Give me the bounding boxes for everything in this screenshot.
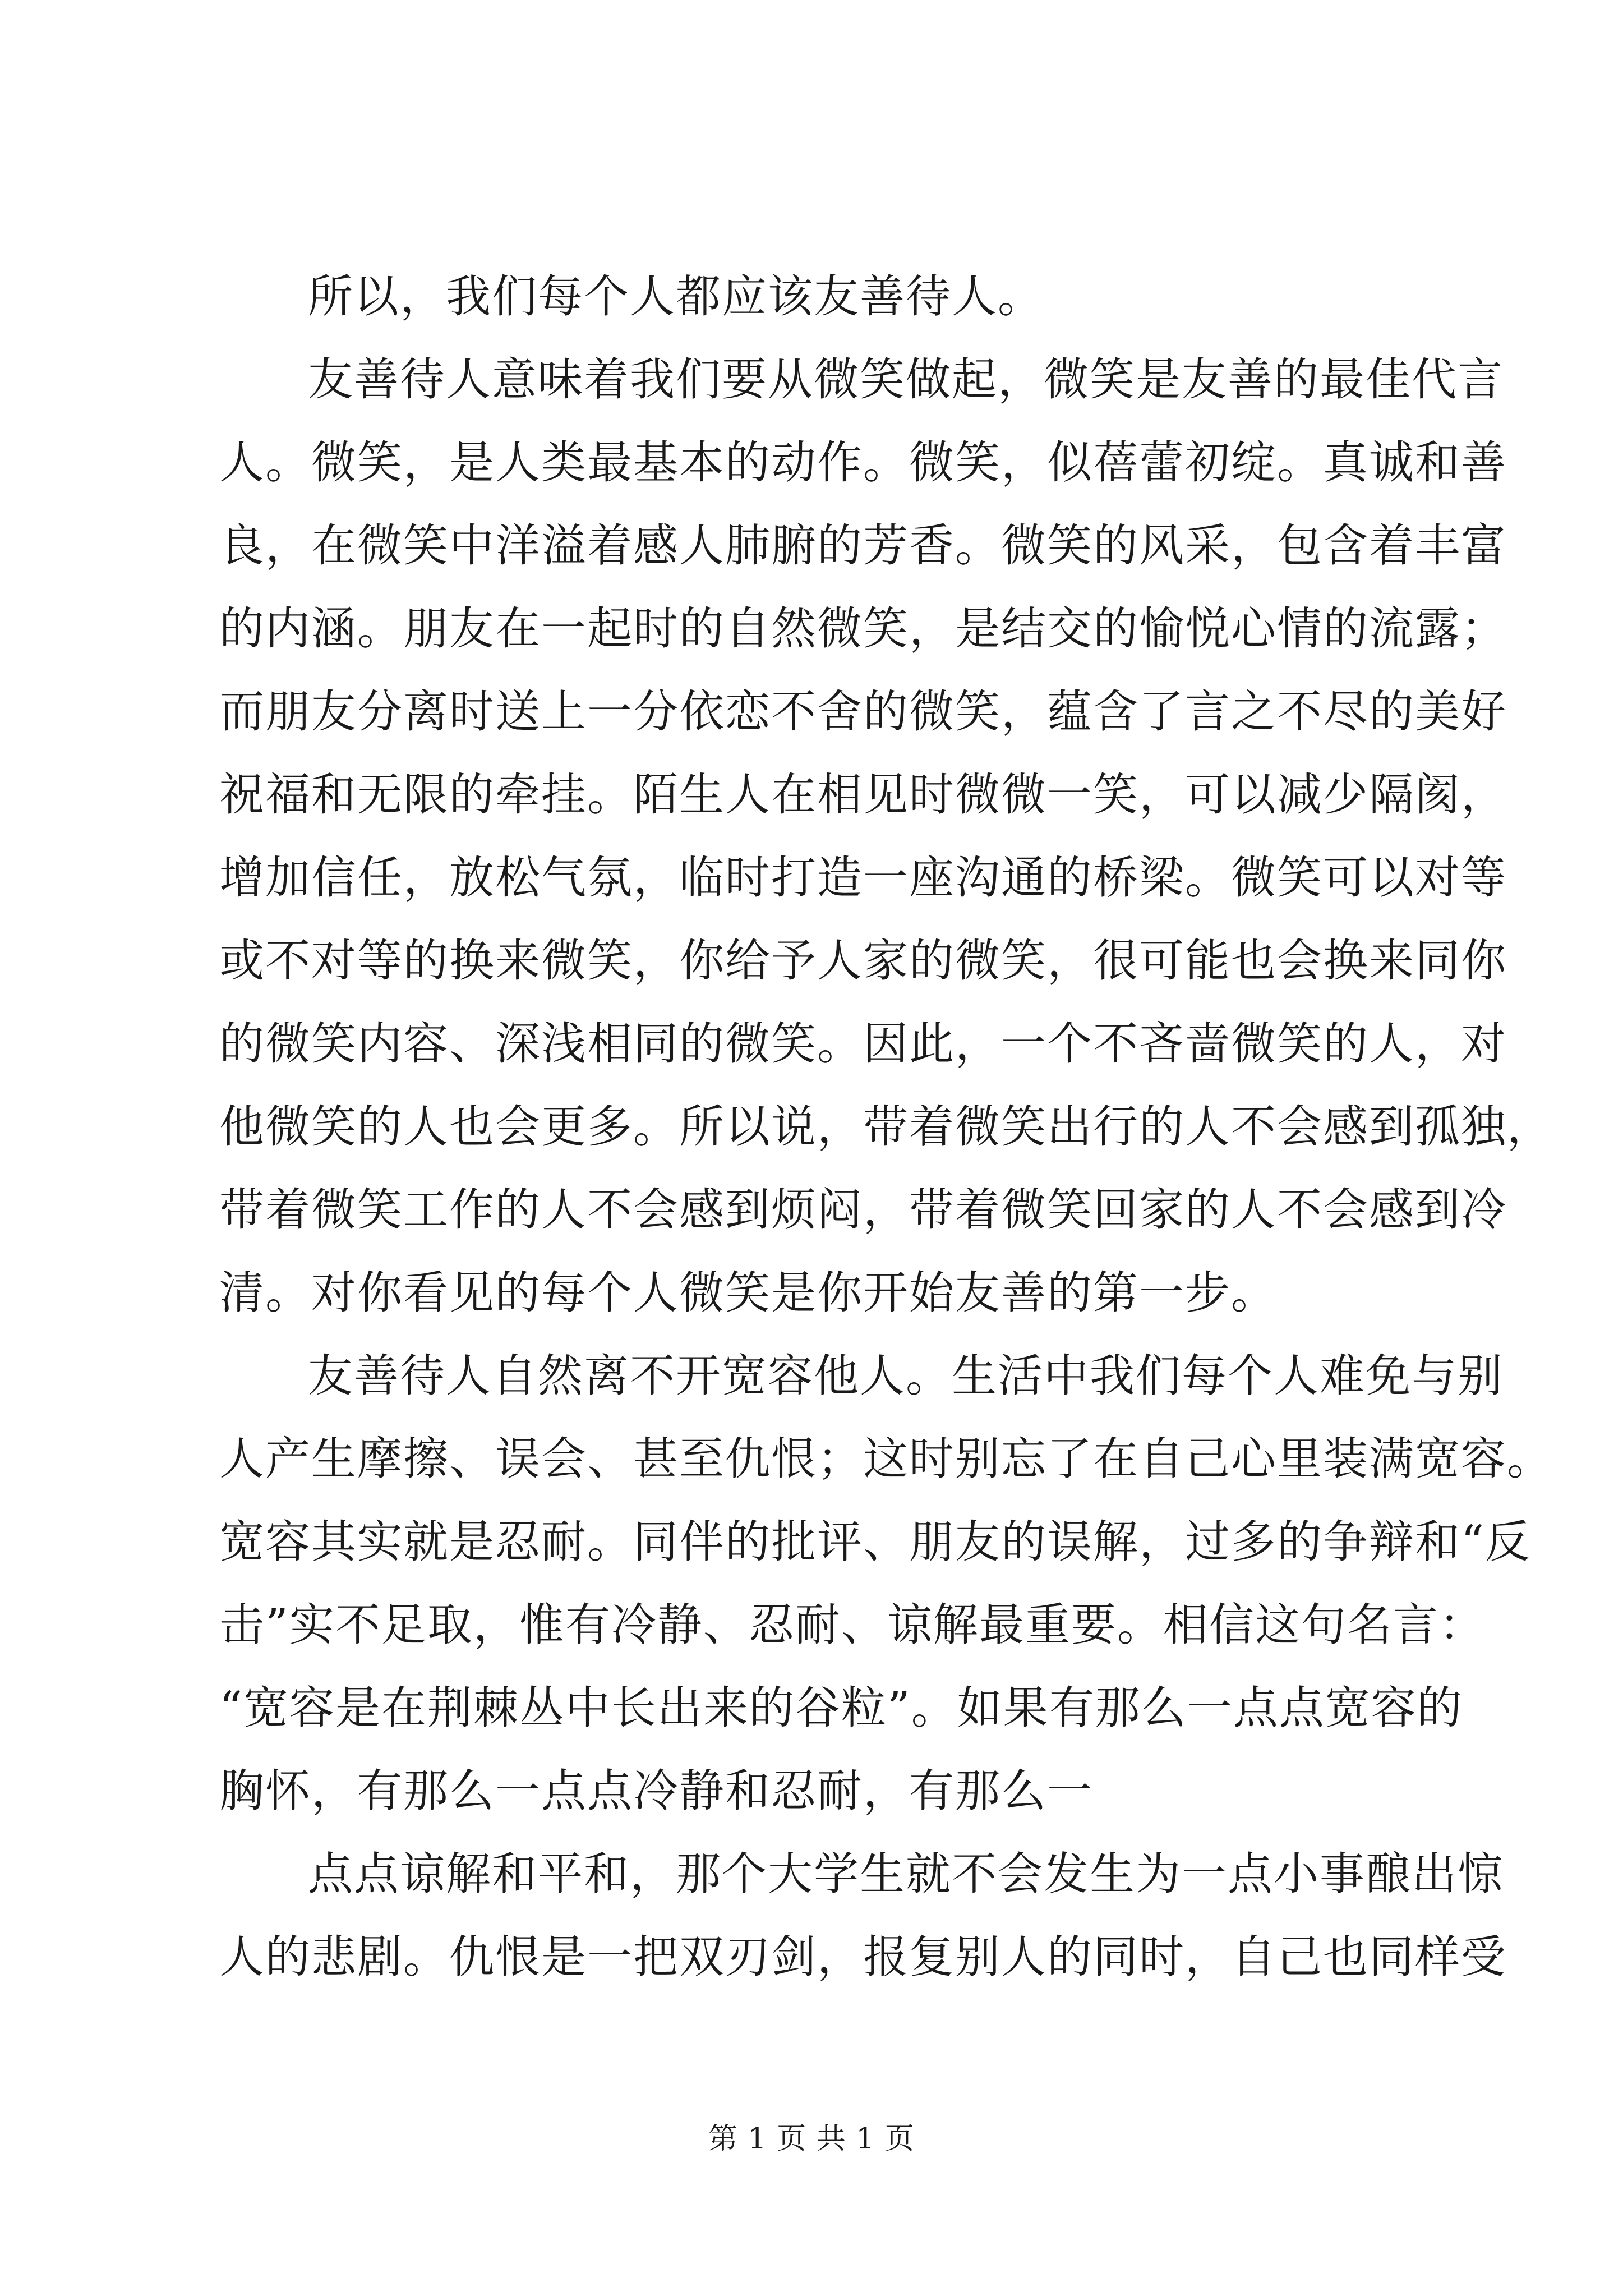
text-line: 清。对你看见的每个人微笑是你开始友善的第一步。 bbox=[219, 1267, 1277, 1319]
text-line: 或不对等的换来微笑，你给予人家的微笑，很可能也会换来同你 bbox=[219, 935, 1507, 987]
text-line: “宽容是在荆棘丛中长出来的谷粒”。如果有那么一点点宽容的 bbox=[219, 1682, 1463, 1734]
text-line: 友善待人自然离不开宽容他人。生活中我们每个人难免与别 bbox=[308, 1350, 1504, 1402]
text-line: 人产生摩擦、误会、甚至仇恨；这时别忘了在自己心里装满宽容。 bbox=[219, 1433, 1553, 1485]
text-line: 带着微笑工作的人不会感到烦闷，带着微笑回家的人不会感到冷 bbox=[219, 1184, 1507, 1236]
text-line: 的内涵。朋友在一起时的自然微笑，是结交的愉悦心情的流露； bbox=[219, 602, 1507, 655]
text-line: 点点谅解和平和，那个大学生就不会发生为一点小事酿出惊 bbox=[308, 1848, 1504, 1900]
text-line: 他微笑的人也会更多。所以说，带着微笑出行的人不会感到孤独， bbox=[219, 1101, 1553, 1153]
text-line: 而朋友分离时送上一分依恋不舍的微笑，蕴含了言之不尽的美好 bbox=[219, 685, 1507, 738]
text-line: 胸怀，有那么一点点冷静和忍耐，有那么一 bbox=[219, 1765, 1093, 1817]
text-line: 人的悲剧。仇恨是一把双刃剑，报复别人的同时，自己也同样受 bbox=[219, 1931, 1507, 1983]
text-line: 良，在微笑中洋溢着感人肺腑的芳香。微笑的风采，包含着丰富 bbox=[219, 519, 1507, 572]
text-line: 祝福和无限的牵挂。陌生人在相见时微微一笑，可以减少隔阂， bbox=[219, 769, 1507, 821]
text-line: 所以，我们每个人都应该友善待人。 bbox=[308, 270, 1044, 323]
text-line: 宽容其实就是忍耐。同伴的批评、朋友的误解，过多的争辩和“反 bbox=[219, 1516, 1531, 1568]
body-text bbox=[219, 255, 1553, 1999]
text-line: 的微笑内容、深浅相同的微笑。因此，一个不吝啬微笑的人，对 bbox=[219, 1018, 1507, 1070]
text-line: 友善待人意味着我们要从微笑做起，微笑是友善的最佳代言 bbox=[308, 353, 1504, 406]
page-number-footer: 第 1 页 共 1 页 bbox=[708, 2122, 915, 2156]
text-line: 击”实不足取，惟有冷静、忍耐、谅解最重要。相信这句名言： bbox=[219, 1599, 1485, 1651]
text-line: 人。微笑，是人类最基本的动作。微笑，似蓓蕾初绽。真诚和善 bbox=[219, 436, 1507, 489]
text-line: 增加信任，放松气氛，临时打造一座沟通的桥梁。微笑可以对等 bbox=[219, 852, 1507, 904]
